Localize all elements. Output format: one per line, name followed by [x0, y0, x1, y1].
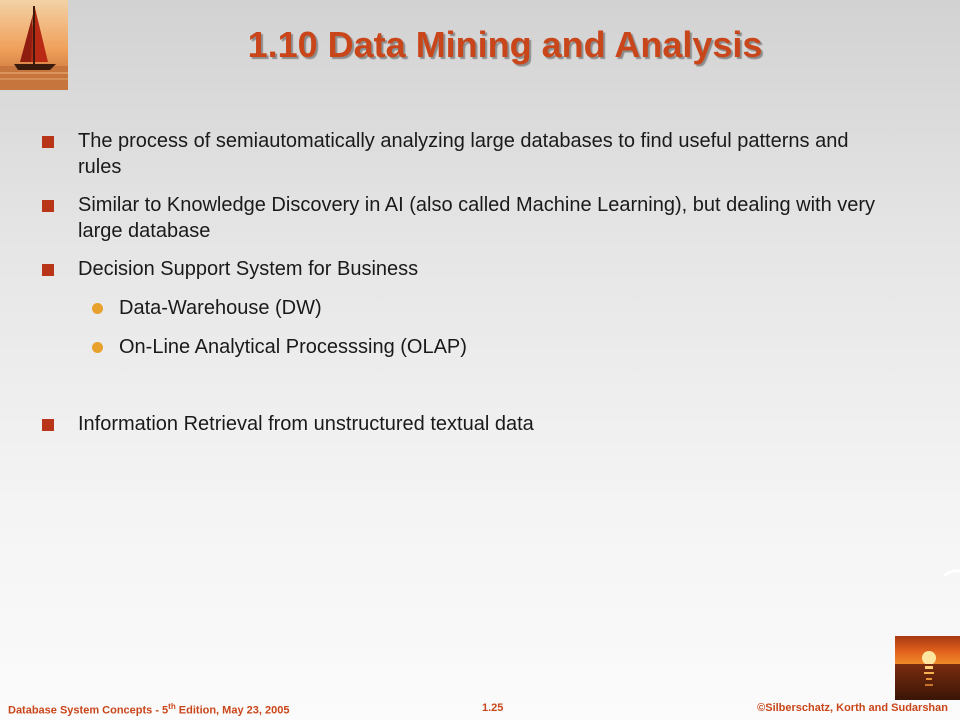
round-bullet-icon [92, 342, 103, 353]
sub-bullet-item [40, 295, 880, 321]
footer-book-info: Database System Concepts - 5th Edition, May 23, 2005 [8, 702, 290, 717]
footer [0, 700, 960, 720]
bullet-text: Decision Support System for Business [78, 258, 419, 280]
sub-bullet-item [40, 334, 880, 360]
square-bullet-icon [42, 136, 54, 148]
footer-copyright: ©Silberschatz, Korth and Sudarshan [757, 702, 948, 714]
bullet-item [40, 128, 880, 180]
bullet-text: Information Retrieval from unstructured textual data [78, 413, 534, 435]
bullet-item [40, 411, 880, 437]
square-bullet-icon [42, 419, 54, 431]
swoosh-decoration-icon [942, 566, 960, 582]
round-bullet-icon [92, 303, 103, 314]
bullet-text: The process of semiautomatically analyzing large databases to find useful patterns and rules [78, 130, 849, 178]
bullet-item [40, 256, 880, 282]
slide-title: 1.10 Data Mining and Analysis [247, 24, 763, 65]
sailboat-logo-icon [0, 0, 68, 90]
sunset-sea-icon [895, 636, 960, 700]
sub-bullet-text: On-Line Analytical Processsing (OLAP) [119, 336, 467, 358]
bullet-list [40, 128, 880, 437]
page-number: 1.25 [482, 702, 504, 714]
bullet-item [40, 192, 880, 244]
square-bullet-icon [42, 200, 54, 212]
square-bullet-icon [42, 264, 54, 276]
bullet-text: Similar to Knowledge Discovery in AI (also called Machine Learning), but dealing with very large database [78, 194, 876, 242]
sub-bullet-text: Data-Warehouse (DW) [119, 297, 322, 319]
